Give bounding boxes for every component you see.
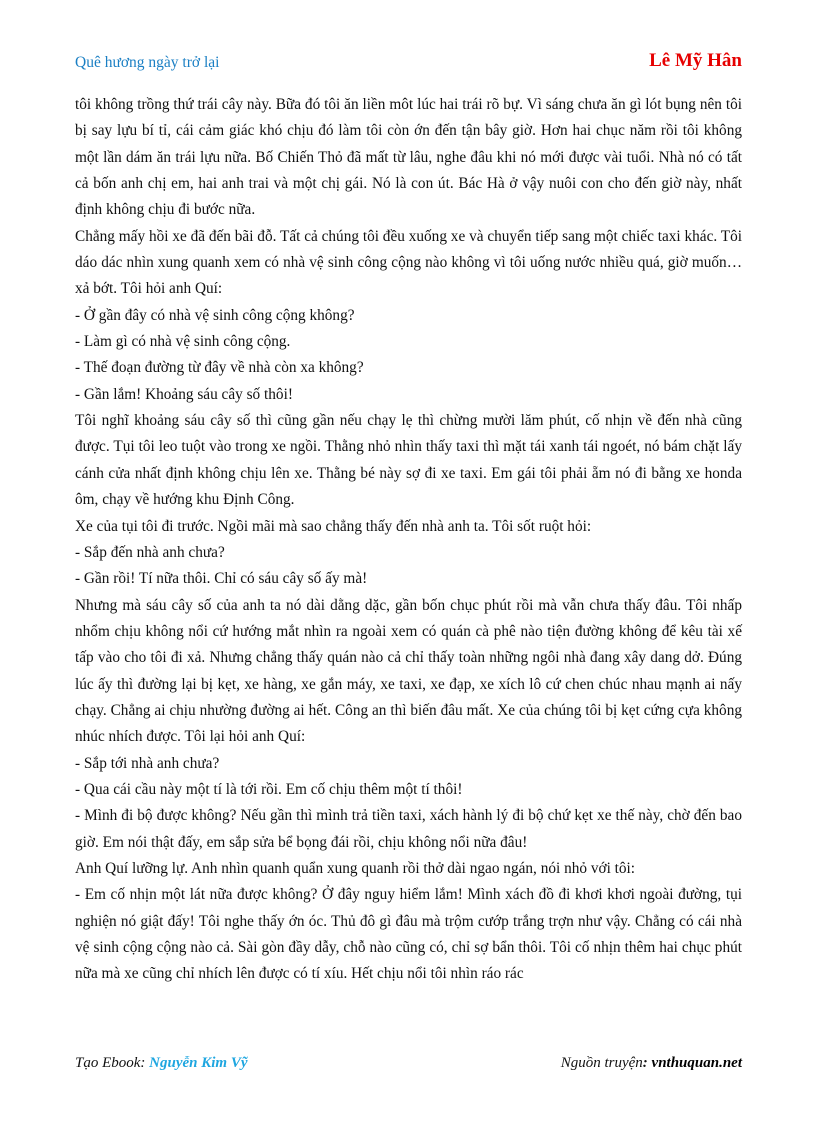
source-site: vnthuquan.net xyxy=(651,1055,742,1071)
paragraph: Nhưng mà sáu cây số của anh ta nó dài dằng dặc, gần bốn chục phút rồi mà vẫn chưa thấy đâu. Tôi nhấp nhổm chịu không nổi cứ hướng mắt nhìn ra ngoài xem có quán cà phê nào tiện đường không để kêu tài xế tấp vào cho tôi đi xả. Nhưng chẳng thấy quán nào cả chỉ thấy toàn những ngôi nhà đang xây dang dở. Đúng lúc ấy thì đường lại bị kẹt, xe hàng, xe gắn máy, xe taxi, xe đạp, xe xích lô cứ chen chúc nhau mạnh ai nấy chạy. Chẳng ai chịu nhường đường ai hết. Công an thì biến đâu mất. Xe của chúng tôi bị kẹt cứng cựa không nhúc nhích được. Tôi lại hỏi anh Quí: xyxy=(75,596,742,746)
author-name: Lê Mỹ Hân xyxy=(649,50,742,71)
paragraph: Chẳng mấy hồi xe đã đến bãi đỗ. Tất cả chúng tôi đều xuống xe và chuyển tiếp sang một chiếc taxi khác. Tôi dáo dác nhìn xung quanh xem có nhà vệ sinh công cộng nào không vì tôi uống nước nhiều quá, giờ muốn… xả bớt. Tôi hỏi anh Quí: xyxy=(75,227,742,298)
ebook-creator: Nguyễn Kim Vỹ xyxy=(149,1055,248,1071)
source-credit: Nguồn truyện: vnthuquan.net xyxy=(560,1055,742,1071)
paragraph: Tôi nghĩ khoảng sáu cây số thì cũng gần nếu chạy lẹ thì chừng mười lăm phút, cố nhịn về đến nhà cũng được. Tụi tôi leo tuột vào trong xe ngồi. Thằng nhỏ nhìn thấy taxi thì mặt tái xanh tái ngoét, nó bám chặt lấy cánh cửa nhất định không chịu lên xe. Thằng bé này sợ đi xe taxi. Em gái tôi phải ẵm nó đi bằng xe honda ôm, chạy về hướng khu Định Công. xyxy=(75,412,742,509)
dialogue-line: - Em cố nhịn một lát nữa được không? Ở đây nguy hiểm lắm! Mình xách đồ đi khơi khơi ngoài đường, tụi nghiện nó giật đấy! Tôi nghe thấy ớn óc. Thủ đô gì đâu mà trộm cướp trắng trợn như vậy. Chẳng có cái nhà vệ sinh cộng cộng nào cả. Sài gòn đầy dẫy, chỗ nào cũng có, chỉ sợ bẩn thôi. Tôi cố nhịn thêm hai chục phút nữa mà xe cũng chỉ nhích lên được có tí xíu. Hết chịu nổi tôi nhìn ráo rác xyxy=(75,886,742,983)
page-footer xyxy=(75,1055,742,1077)
page-header xyxy=(75,50,742,76)
dialogue-line: - Sắp tới nhà anh chưa? xyxy=(75,754,220,772)
dialogue-line: - Sắp đến nhà anh chưa? xyxy=(75,543,225,561)
paragraph: tôi không trồng thứ trái cây này. Bữa đó tôi ăn liền môt lúc hai trái rõ bự. Vì sáng chưa ăn gì lót bụng nên tôi bị say lựu bí tỉ, cái cảm giác khó chịu đó làm tôi còn ớn đến tận bây giờ. Hơn hai chục năm rồi tôi không một lần dám ăn trái lựu nữa. Bố Chiến Thỏ đã mất từ lâu, nghe đâu khi nó mới được vài tuổi. Nhà nó có tất cả bốn anh chị em, hai anh trai và một chị gái. Nó là con út. Bác Hà ở vậy nuôi con cho đến giờ này, nhất định không chịu đi bước nữa. xyxy=(75,96,742,219)
dialogue-line: - Mình đi bộ được không? Nếu gần thì mình trả tiền taxi, xách hành lý đi bộ chứ kẹt xe thế này, chờ đến bao giờ. Em nói thật đấy, em sắp sửa bể bọng đái rồi, chịu không nổi nữa đâu! xyxy=(75,807,742,851)
paragraph: Anh Quí lưỡng lự. Anh nhìn quanh quẩn xung quanh rồi thở dài ngao ngán, nói nhỏ với tôi: xyxy=(75,859,636,877)
dialogue-line: - Gần lắm! Khoảng sáu cây số thôi! xyxy=(75,385,293,403)
dialogue-line: - Qua cái cầu này một tí là tới rồi. Em cố chịu thêm một tí thôi! xyxy=(75,780,463,798)
dialogue-line: - Ở gần đây có nhà vệ sinh công cộng không? xyxy=(75,306,355,324)
dialogue-line: - Thế đoạn đường từ đây về nhà còn xa không? xyxy=(75,359,364,377)
book-title: Quê hương ngày trở lại xyxy=(75,54,220,71)
source-label: Nguồn truyện xyxy=(560,1055,643,1071)
dialogue-line: - Gần rồi! Tí nữa thôi. Chỉ có sáu cây số ấy mà! xyxy=(75,570,368,588)
paragraph: Xe của tụi tôi đi trước. Ngồi mãi mà sao chẳng thấy đến nhà anh ta. Tôi sốt ruột hỏi: xyxy=(75,517,592,535)
body-text xyxy=(75,92,742,988)
dialogue-line: - Làm gì có nhà vệ sinh công cộng. xyxy=(75,333,291,351)
ebook-credit: Tạo Ebook: Nguyễn Kim Vỹ xyxy=(75,1055,248,1071)
ebook-label: Tạo Ebook xyxy=(75,1055,141,1071)
